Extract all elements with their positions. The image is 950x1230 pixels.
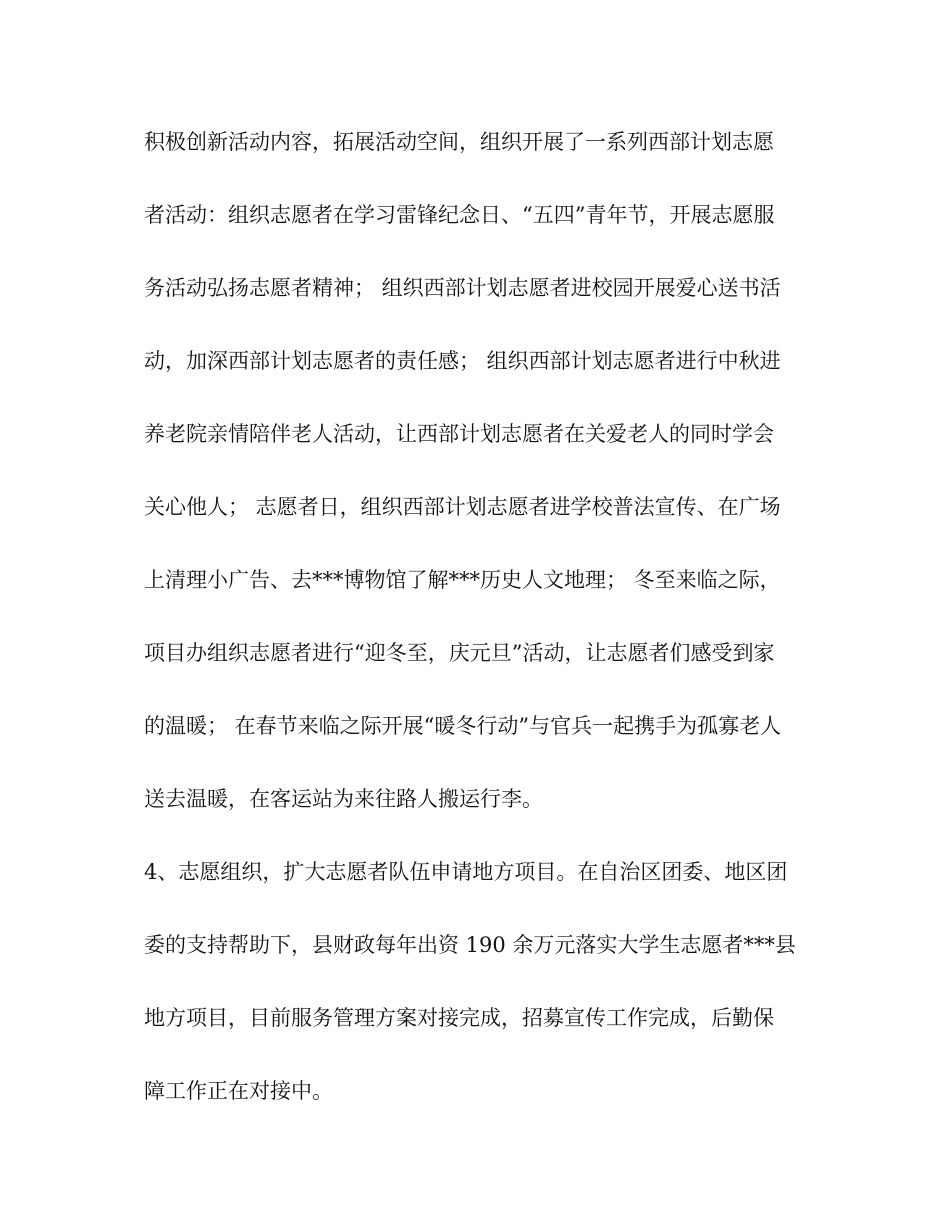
- text-line-8: 项目办组织志愿者进行“迎冬至，庆元旦”活动，让志愿者们感受到家: [144, 641, 775, 665]
- text-line-6: 关心他人； 志愿者日，组织西部计划志愿者进学校普法宣传、在广场: [144, 495, 781, 519]
- body-text: [144, 122, 824, 1144]
- text-line-9: 的温暖； 在春节来临之际开展“暖冬行动”与官兵一起携手为孤寡老人: [144, 714, 782, 738]
- text-line-10: 送去温暖，在客运站为来往路人搬运行李。: [144, 787, 543, 811]
- text-line-12: 委的支持帮助下，县财政每年出资 190 余万元落实大学生志愿者***县: [144, 933, 796, 957]
- text-line-2: 者活动：组织志愿者在学习雷锋纪念日、“五四”青年节，开展志愿服: [144, 203, 775, 227]
- text-line-5: 养老院亲情陪伴老人活动，让西部计划志愿者在关爱老人的同时学会: [144, 422, 774, 446]
- text-line-7: 上清理小广告、去***博物馆了解***历史人文地理； 冬至来临之际，: [144, 568, 781, 592]
- text-line-13: 地方项目，目前服务管理方案对接完成，招募宣传工作完成，后勤保: [144, 1006, 774, 1030]
- text-line-11: 4、志愿组织，扩大志愿者队伍申请地方项目。在自治区团委、地区团: [144, 860, 788, 884]
- text-line-14: 障工作正在对接中。: [144, 1079, 333, 1103]
- text-line-3: 务活动弘扬志愿者精神； 组织西部计划志愿者进校园开展爱心送书活: [144, 276, 781, 300]
- text-line-1: 积极创新活动内容，拓展活动空间，组织开展了一系列西部计划志愿: [144, 130, 774, 154]
- text-line-4: 动，加深西部计划志愿者的责任感； 组织西部计划志愿者进行中秋进: [144, 349, 781, 373]
